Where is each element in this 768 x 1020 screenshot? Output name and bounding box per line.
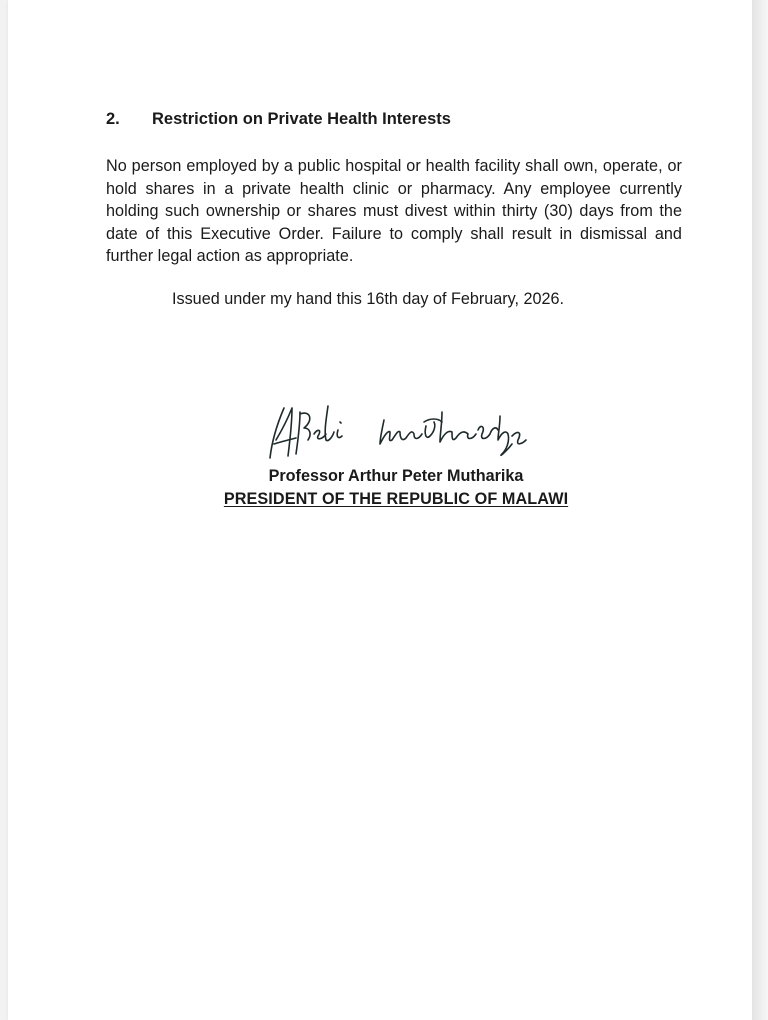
section-heading [106,110,682,129]
signatory-title: PRESIDENT OF THE REPUBLIC OF MALAWI [223,490,569,508]
document-page [8,0,752,1020]
section-body: No person employed by a public hospital or health facility shall own, operate, or hold shares in a private health clinic or pharmacy. Any employee currently holding such ownership or shares must divest within thirty (30) days from the date of this Executive Order. Failure to comply shall result in dismissal and further legal action as appropriate. [106,157,682,265]
signatory-name: Professor Arthur Peter Mutharika [268,467,524,485]
document-content [98,110,682,309]
signature-drawing [266,400,566,466]
section-number: 2. [106,110,120,128]
section-title: Restriction on Private Health Interests [152,110,451,128]
signatory-block [8,467,768,509]
signature-icon [266,400,566,466]
page-edge-shadow [752,0,768,1020]
issued-line: Issued under my hand this 16th day of February, 2026. [172,289,565,308]
